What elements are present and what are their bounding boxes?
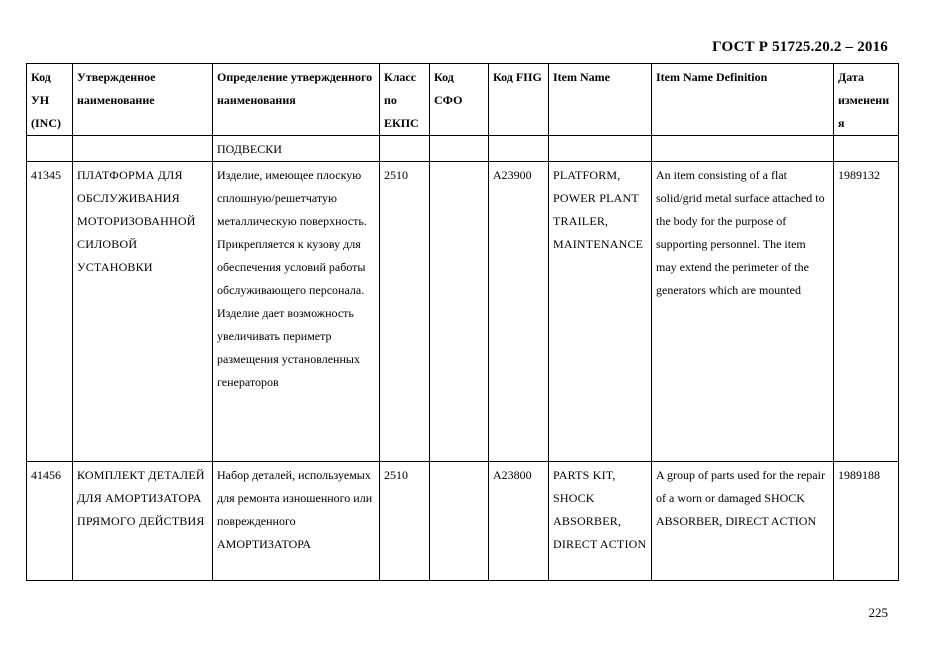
page-number: 225 bbox=[868, 605, 888, 620]
cell-class: 2510 bbox=[380, 462, 430, 581]
cell-fiig: A23800 bbox=[489, 462, 549, 581]
col-header-definition: Определение утвержденного наименования bbox=[213, 64, 380, 136]
col-header-approved-name: Утвержденное наименование bbox=[73, 64, 213, 136]
table-header-row bbox=[27, 64, 899, 136]
cell-item-definition: An item consisting of a flat solid/grid metal surface attached to the body for the purpose of supporting personnel. The item may extend the perimeter of the generators which are mounted bbox=[652, 162, 834, 462]
table-row bbox=[27, 462, 899, 581]
cell-definition: Набор деталей, используемых для ремонта изношенного или поврежденного АМОРТИЗАТОРА bbox=[213, 462, 380, 581]
col-header-inc: Код УН (INC) bbox=[27, 64, 73, 136]
col-header-item-definition: Item Name Definition bbox=[652, 64, 834, 136]
cell-inc: 41456 bbox=[27, 462, 73, 581]
col-header-date: Дата изменения bbox=[834, 64, 899, 136]
col-header-item-name: Item Name bbox=[549, 64, 652, 136]
cell-date: 1989188 bbox=[834, 462, 899, 581]
continuation-definition: ПОДВЕСКИ bbox=[213, 136, 380, 162]
cell-inc: 41345 bbox=[27, 162, 73, 462]
cell-item-name: PLATFORM, POWER PLANT TRAILER, MAINTENANCE bbox=[549, 162, 652, 462]
cell-sfo bbox=[430, 162, 489, 462]
col-header-sfo: Код СФО bbox=[430, 64, 489, 136]
cell-date: 1989132 bbox=[834, 162, 899, 462]
col-header-class: Класс по ЕКПС bbox=[380, 64, 430, 136]
continuation-row bbox=[27, 136, 899, 162]
cell-item-definition: A group of parts used for the repair of a worn or damaged SHOCK ABSORBER, DIRECT ACTION bbox=[652, 462, 834, 581]
table-row bbox=[27, 162, 899, 462]
cell-approved-name: КОМПЛЕКТ ДЕТАЛЕЙ ДЛЯ АМОРТИЗАТОРА ПРЯМОГО ДЕЙСТВИЯ bbox=[73, 462, 213, 581]
cell-sfo bbox=[430, 462, 489, 581]
document-code: ГОСТ Р 51725.20.2 – 2016 bbox=[712, 39, 888, 55]
cell-definition: Изделие, имеющее плоскую сплошную/решетчатую металлическую поверхность. Прикрепляется к кузову для обеспечения условий работы обслуживающего персонала. Изделие дает возможность увеличивать периметр размещения установленных генераторов bbox=[213, 162, 380, 462]
cell-class: 2510 bbox=[380, 162, 430, 462]
cell-fiig: A23900 bbox=[489, 162, 549, 462]
col-header-fiig: Код FIIG bbox=[489, 64, 549, 136]
cell-approved-name: ПЛАТФОРМА ДЛЯ ОБСЛУЖИВАНИЯ МОТОРИЗОВАННОЙ СИЛОВОЙ УСТАНОВКИ bbox=[73, 162, 213, 462]
classifier-table bbox=[26, 63, 899, 581]
cell-item-name: PARTS KIT, SHOCK ABSORBER, DIRECT ACTION bbox=[549, 462, 652, 581]
